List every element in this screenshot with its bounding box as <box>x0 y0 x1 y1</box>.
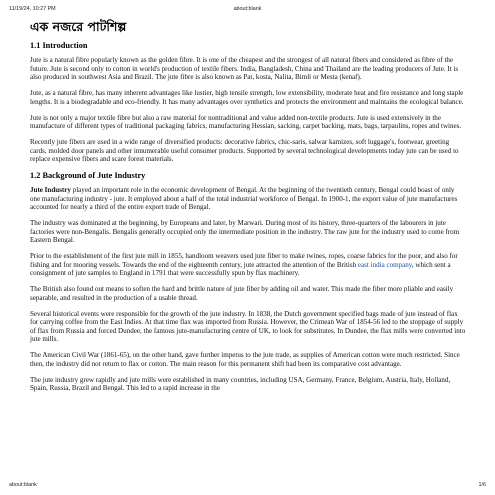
paragraph: Jute is not only a major textile fibre but also a raw material for nontraditional and value added non-textile products. Jute is used extensively in the manufacture of different types of traditional packaging fabrics, manufacturing Hessian, sacking, carpet backing, mats, bags, tarpaulins, ropes and twines. <box>30 113 462 130</box>
print-header <box>0 6 495 14</box>
paragraph: The British also found out means to soften the hard and brittle nature of jute fiber by adding oil and water. This made the fiber more pliable and easily separable, and resulted in the production of a usable thread. <box>30 285 454 302</box>
print-footer <box>0 482 495 490</box>
paragraph <box>30 186 466 212</box>
paragraph: Recently jute fibers are used in a wide range of diversified products: decorative fabrics, chic-saris, salwar kamizes, soft luggage's, footwear, greeting cards, molded door panels and other innumerable useful consumer products. Supported by several technological developments today jute can be used to replace expensive fibers and scare forest materials. <box>30 138 459 163</box>
jute-industry-lead: Jute Industry <box>30 186 71 194</box>
paragraph-text: played an important role in the economic development of Bengal. At the beginning of the twentieth century, Bengal could boast of only one manufacturing industry - jute. It employed about a half of the total industrial workforce of Bengal. In 1900-1, the export value of jute manufactures accounted for nearly a third of the entire export trade of Bengal. <box>30 186 458 211</box>
print-page-number: 1/6 <box>478 482 486 488</box>
section-heading-introduction: 1.1 Introduction <box>30 41 88 50</box>
paragraph: The American Civil War (1861-65), on the other hand, gave further impetus to the jute trade, as supplies of American cotton were much restricted. Since then, the industry did not return to flax or cotton. The main reason for this permanent shift had been its comparative cost advantage. <box>30 351 460 368</box>
paragraph: The industry was dominated at the beginning, by Europeans and later, by Marwari. During most of its history, three-quarters of the labourers in jute factories were non-Bengalis. Bengalis generally occupied only the intermediate position in the industry. The raw jute for the industry used to come from Eastern Bengal. <box>30 219 460 244</box>
paragraph: Jute, as a natural fibre, has many inherent advantages like lustier, high tensile strength, low extensibility, moderate heat and fire resistance and long staple lengths. It is a biodegradable and eco-friendly. It has many advantages over synthetics and protects the environment and maintains the ecological balance. <box>30 89 464 106</box>
section-heading-background: 1.2 Background of Jute Industry <box>30 171 146 180</box>
paragraph: Jute is a natural fibre popularly known as the golden fibre. It is one of the cheapest and the strongest of all natural fibers and considered as fibre of the future. Jute is second only to cotton in world's production of textile fibers. India, Bangladesh, China and Thailand are the leading producers of Jute. It is also produced in southwest Asia and Brazil. The jute fibre is also known as Pat, kosta, Nalita, Bimli or Mesta (kenaf). <box>30 56 459 81</box>
paragraph: The jute industry grew rapidly and jute mills were established in many countries, including USA, Germany, France, Belgium, Austria, Italy, Holland, Spain, Russia, Brazil and Bengal. This led to a rapid increase in the <box>30 375 451 392</box>
print-datetime: 11/19/24, 10:27 PM <box>9 6 56 12</box>
article-title: এক নজরে পাটশিল্প <box>30 19 127 34</box>
article <box>30 19 466 400</box>
paragraph-text: , which sent a consignment of jute samples to England in 1791 that were successfully spun by flax machinery. <box>30 260 451 277</box>
print-url: about:blank <box>9 482 37 488</box>
east-india-company-link[interactable]: east india company <box>357 260 412 269</box>
paragraph <box>30 252 466 278</box>
print-page-title: about:blank <box>233 6 262 12</box>
paragraph: Several historical events were responsible for the growth of the jute industry. In 1838, the Dutch government specified bags made of jute instead of flax for carrying coffee from the East Indies. At that time flax was imported from Russia. However, the Crimean War of 1854-56 led to the stoppage of supply of flax from Russia and forced Dundee, the famous jute-manufacturing centre of UK, to look for substitutes. In Dundee, the flax mills were converted into jute mills. <box>30 309 466 343</box>
paragraph-text: Prior to the establishment of the first jute mill in 1855, handloom weavers used jute fiber to make twines, ropes, coarse fabrics for the poor, and also for fishing and for mooring vessels. Towards the end of the eighteenth century, jute attracted the attention of the British <box>30 252 458 269</box>
